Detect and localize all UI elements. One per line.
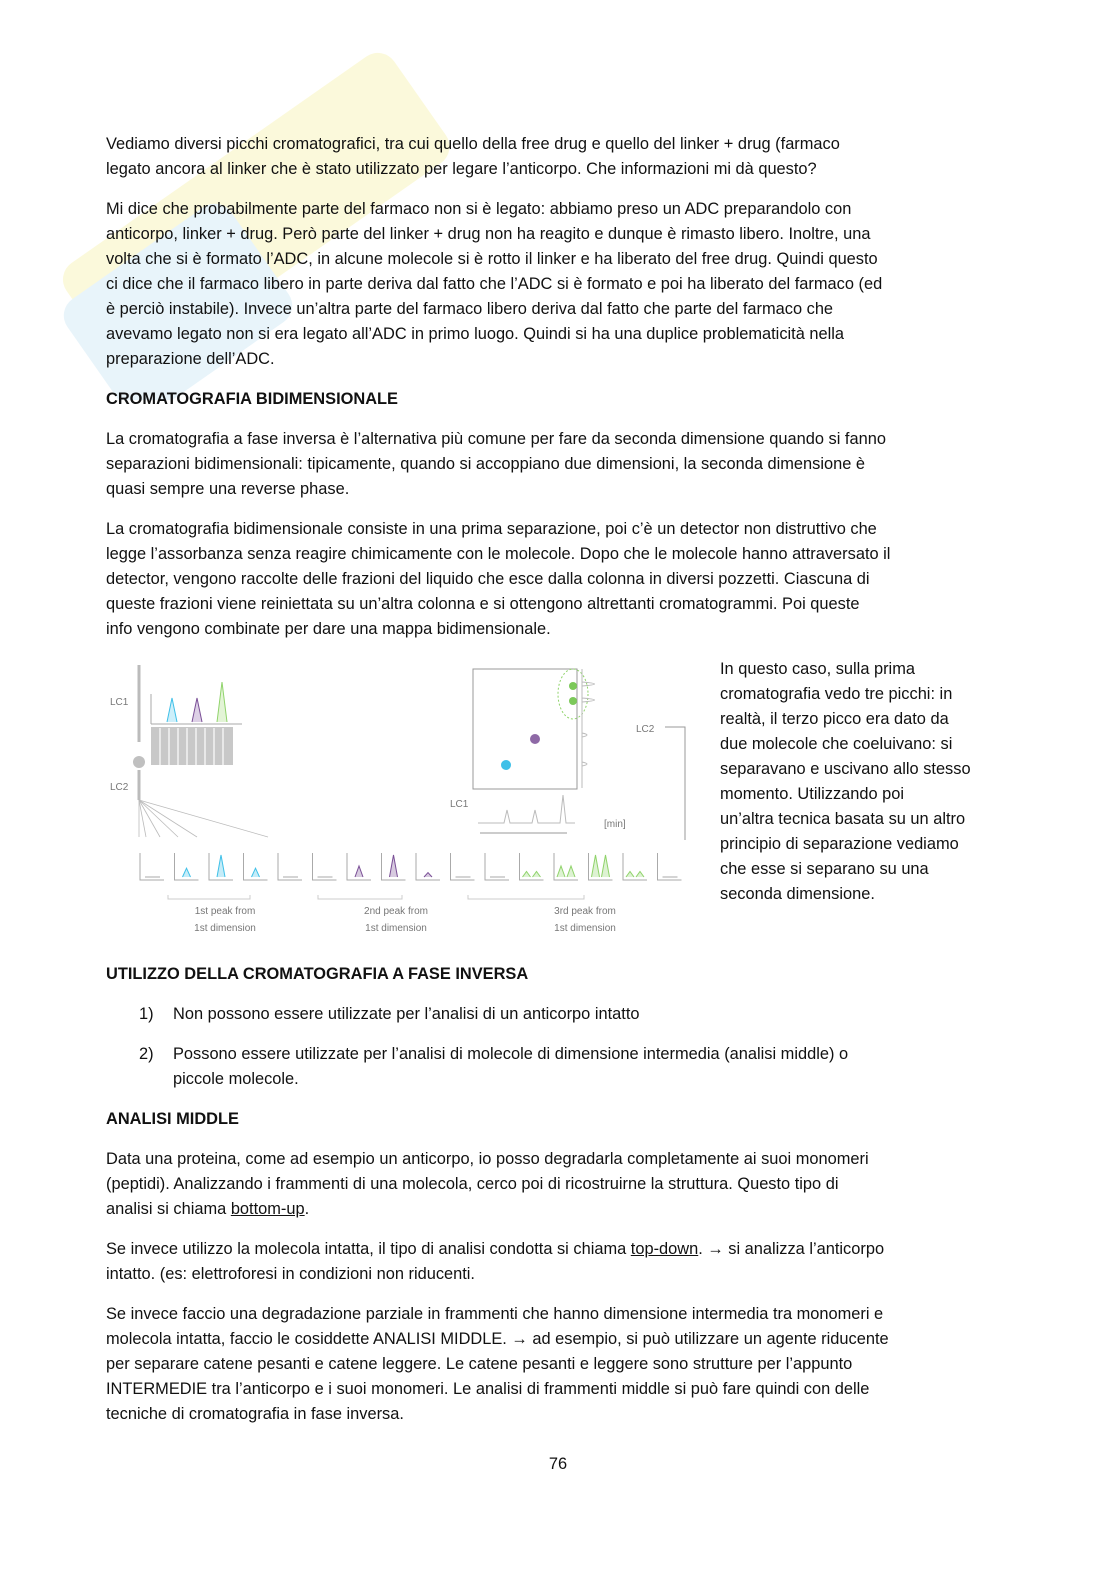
- text-line: quasi sempre una reverse phase.: [106, 480, 350, 498]
- detector: [133, 756, 145, 768]
- paragraph-4: [106, 517, 890, 642]
- paragraph-1: [106, 132, 840, 182]
- text-line: due molecole che coeluivano: si: [720, 735, 953, 753]
- top-down-term: top-down: [630, 1240, 699, 1258]
- text-line: separazioni bidimensionali: tipicamente, quando si accoppiano due dimensioni, la seconda dimensione è: [106, 455, 866, 473]
- mini-peak: [602, 855, 610, 877]
- text-line: volta che si è formato l’ADC, in alcune molecole si è rotto il linker e ha liberato del free drug. Quindi questo: [106, 250, 878, 268]
- text-segment: Se invece utilizzo la molecola intatta, il tipo di analisi condotta si chiama: [106, 1240, 631, 1258]
- text-line: La cromatografia a fase inversa è l’alternativa più comune per fare da seconda dimensione quando si fanno: [106, 430, 886, 448]
- heading-analisi-middle: ANALISI MIDDLE: [106, 1110, 239, 1128]
- text-segment: . → si analizza l’anticorpo: [698, 1240, 885, 1258]
- text-line: cromatografia vedo tre picchi: in: [720, 685, 953, 703]
- group-1-label: 1st peak from: [194, 906, 256, 917]
- text-line: realtà, il terzo picco era dato da: [720, 710, 949, 728]
- group-3-label: 3rd peak from: [554, 906, 616, 917]
- mini-chromatogram: [451, 853, 475, 880]
- heading-utilizzo: UTILIZZO DELLA CROMATOGRAFIA A FASE INVERSA: [106, 965, 529, 983]
- group-2-label: 2nd peak from: [364, 906, 428, 917]
- text-line: In questo caso, sulla prima: [720, 660, 915, 678]
- text-line: separavano e uscivano allo stesso: [720, 760, 971, 778]
- 2d-map: [473, 669, 577, 789]
- text-line: che esse si separano su una: [720, 860, 929, 878]
- heading-cromatografia-bidimensionale: CROMATOGRAFIA BIDIMENSIONALE: [106, 390, 398, 408]
- paragraph-5: [106, 1147, 869, 1222]
- text-line: legato ancora al linker che è stato utilizzato per legare l’anticorpo. Che informazioni mi dà questo?: [106, 160, 817, 178]
- paragraph-3: [106, 427, 886, 502]
- text-line: Vediamo diversi picchi cromatografici, tra cui quello della free drug e quello del linker + drug (farmaco: [106, 135, 840, 153]
- text-segment: .: [304, 1200, 310, 1218]
- mini-chromatogram: [140, 853, 164, 880]
- lc1-label: LC1: [110, 697, 129, 708]
- text-line: legge l’assorbanza senza reagire chimicamente con le molecole. Dopo che le molecole hanno attraversato il: [106, 545, 891, 563]
- text-line: ci dice che il farmaco libero in parte deriva dal fatto che l’ADC si è formato e poi ha liberato del farmaco (ed: [106, 275, 883, 293]
- bottom-up-term: bottom-up: [230, 1200, 305, 1218]
- peak-green: [217, 682, 227, 722]
- mini-peak: [567, 866, 575, 877]
- mini-chromatogram: [313, 853, 337, 880]
- text-line: per separare catene pesanti e catene leggere. Le catene pesanti e leggere sono strutture per l’appunto: [106, 1355, 853, 1373]
- text-segment: analisi si chiama: [106, 1200, 231, 1218]
- mini-peak: [592, 855, 600, 877]
- group-1-label: 1st dimension: [194, 923, 256, 934]
- mini-peak: [183, 868, 191, 877]
- mini-peak: [626, 872, 634, 878]
- min-label: [min]: [604, 819, 626, 830]
- text-line: seconda dimensione.: [720, 885, 875, 903]
- peak-cyan: [167, 698, 177, 722]
- text-line: Possono essere utilizzate per l’analisi di molecole di dimensione intermedia (analisi middle) o: [173, 1045, 849, 1063]
- text-line: principio di separazione vediamo: [720, 835, 959, 853]
- mini-chromatogram: [658, 853, 682, 880]
- text-line: anticorpo, linker + drug. Però parte del linker + drug non ha reagito e dunque è rimasto libero. Inoltre, una: [106, 225, 871, 243]
- mini-peak: [355, 866, 363, 877]
- mini-chromatogram: [278, 853, 302, 880]
- peak-purple: [192, 698, 202, 722]
- text-line: tecniche di cromatografia in fase inversa.: [106, 1405, 404, 1423]
- paragraph-7: [106, 1302, 889, 1427]
- text-line: Data una proteina, come ad esempio un anticorpo, io posso degradarla completamente ai suoi monomeri: [106, 1150, 869, 1168]
- text-line: detector, vengono raccolte delle frazioni del liquido che esce dalla colonna in diversi pozzetti. Ciascuna di: [106, 570, 870, 588]
- text-line: un’altra tecnica basata su un altro: [720, 810, 966, 828]
- text-line: La cromatografia bidimensionale consiste in una prima separazione, poi c’è un detector non distruttivo che: [106, 520, 877, 538]
- mini-peak: [252, 868, 260, 877]
- fraction-collector: [151, 727, 233, 765]
- text-line: queste frazioni viene reiniettata su un’altra colonna e si ottengono altrettanti cromatogrammi. Poi queste: [106, 595, 860, 613]
- mini-peak: [217, 855, 225, 877]
- text-line: intatto. (es: elettroforesi in condizioni non riducenti.: [106, 1265, 475, 1283]
- figure-side-text: [720, 657, 971, 907]
- text-line: molecola intatta, faccio le cosiddette ANALISI MIDDLE. → ad esempio, si può utilizzare un agente riducente: [106, 1330, 889, 1348]
- group-2-label: 1st dimension: [365, 923, 427, 934]
- mini-peak: [533, 872, 541, 878]
- text-line: Se invece faccio una degradazione parziale in frammenti che hanno dimensione intermedia tra monomeri e: [106, 1305, 884, 1323]
- 2d-chromatography-figure: [100, 650, 700, 950]
- paragraph-2: [106, 197, 882, 372]
- text-line: Non possono essere utilizzate per l’analisi di un anticorpo intatto: [173, 1005, 640, 1023]
- text-line: avevamo legato non si era legato all’ADC in primo luogo. Quindi si ha una duplice problematicità nella: [106, 325, 845, 343]
- text-line: Mi dice che probabilmente parte del farmaco non si è legato: abbiamo preso un ADC preparandolo con: [106, 200, 852, 218]
- lc1-map-label: LC1: [450, 799, 469, 810]
- group-3-label: 1st dimension: [554, 923, 616, 934]
- mini-peak: [636, 872, 644, 878]
- text-line: piccole molecole.: [173, 1070, 299, 1088]
- list-number: 2): [139, 1045, 154, 1063]
- page-number: 76: [548, 1455, 568, 1473]
- list-item-2: [139, 1042, 849, 1092]
- lc2-label: LC2: [110, 782, 129, 793]
- mini-chromatogram: [485, 853, 509, 880]
- text-line: momento. Utilizzando poi: [720, 785, 905, 803]
- text-line: INTERMEDIE tra l’anticorpo e i suoi monomeri. Le analisi di frammenti middle si può fare quindi con delle: [106, 1380, 870, 1398]
- mini-peak: [390, 855, 398, 877]
- mini-peak: [523, 872, 531, 878]
- list-number: 1): [139, 1005, 154, 1023]
- mini-peak: [424, 873, 432, 877]
- text-line: preparazione dell’ADC.: [106, 350, 275, 368]
- mini-peak: [557, 866, 565, 877]
- text-line: è perciò instabile). Invece un’altra parte del farmaco libero deriva dal fatto che parte del farmaco che: [106, 300, 834, 318]
- list-item-1: [139, 1002, 640, 1027]
- paragraph-6: [106, 1237, 884, 1287]
- lc2-map-label: LC2: [636, 724, 655, 735]
- text-line: info vengono combinate per dare una mappa bidimensionale.: [106, 620, 551, 638]
- text-line: (peptidi). Analizzando i frammenti di una molecola, cerco poi di ricostruirne la struttura. Questo tipo di: [106, 1175, 839, 1193]
